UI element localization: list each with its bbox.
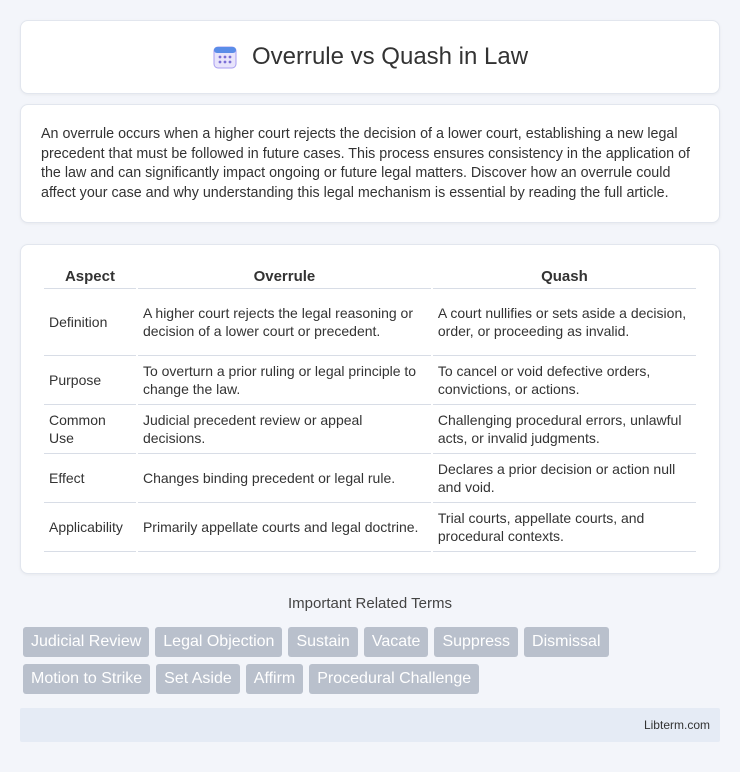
cell-aspect: Common Use <box>44 405 136 454</box>
tag-legal-objection[interactable]: Legal Objection <box>155 627 282 657</box>
table-row <box>44 454 696 503</box>
cell-quash: A court nullifies or sets aside a decision, order, or proceeding as invalid. <box>433 289 696 356</box>
tag-sustain[interactable]: Sustain <box>288 627 357 657</box>
tag-set-aside[interactable]: Set Aside <box>156 664 240 694</box>
header-aspect: Aspect <box>44 265 136 289</box>
table-row <box>44 405 696 454</box>
cell-aspect: Effect <box>44 454 136 503</box>
cell-quash: Declares a prior decision or action null and void. <box>433 454 696 503</box>
tag-judicial-review[interactable]: Judicial Review <box>23 627 149 657</box>
related-terms-tags <box>23 627 723 694</box>
intro-text: An overrule occurs when a higher court rejects the decision of a lower court, establishing a new legal precedent that must be followed in future cases. This process ensures consistency in the application of the law and can significantly impact ongoing or future legal matters. Discover how an overrule could affect your case and why understanding this legal mechanism is essential by reading the full article. <box>41 126 691 201</box>
comparison-card <box>20 244 720 574</box>
table-header-row <box>44 265 696 289</box>
cell-aspect: Definition <box>44 289 136 356</box>
cell-overrule: Judicial precedent review or appeal decisions. <box>138 405 431 454</box>
cell-overrule: To overturn a prior ruling or legal principle to change the law. <box>138 356 431 405</box>
cell-overrule: Changes binding precedent or legal rule. <box>138 454 431 503</box>
cell-aspect: Purpose <box>44 356 136 405</box>
tag-dismissal[interactable]: Dismissal <box>524 627 608 657</box>
cell-overrule: A higher court rejects the legal reasoning or decision of a lower court or precedent. <box>138 289 431 356</box>
cell-aspect: Applicability <box>44 503 136 552</box>
intro-card <box>20 104 720 223</box>
cell-quash: Trial courts, appellate courts, and procedural contexts. <box>433 503 696 552</box>
tag-vacate[interactable]: Vacate <box>364 627 429 657</box>
cell-quash: Challenging procedural errors, unlawful acts, or invalid judgments. <box>433 405 696 454</box>
tag-suppress[interactable]: Suppress <box>434 627 518 657</box>
tag-procedural-challenge[interactable]: Procedural Challenge <box>309 664 479 694</box>
table-row <box>44 503 696 552</box>
table-row <box>44 289 696 356</box>
footer <box>20 708 720 742</box>
table-row <box>44 356 696 405</box>
header-quash: Quash <box>433 265 696 289</box>
tag-affirm[interactable]: Affirm <box>246 664 303 694</box>
tag-motion-to-strike[interactable]: Motion to Strike <box>23 664 150 694</box>
page-title: Overrule vs Quash in Law <box>251 43 529 70</box>
cell-quash: To cancel or void defective orders, convictions, or actions. <box>433 356 696 405</box>
header-card <box>20 20 720 94</box>
footer-site-link[interactable]: Libterm.com <box>643 718 710 732</box>
calendar-grid-icon <box>212 44 238 70</box>
related-terms-title: Important Related Terms <box>288 595 452 612</box>
comparison-table <box>42 265 698 552</box>
header-overrule: Overrule <box>138 265 431 289</box>
cell-overrule: Primarily appellate courts and legal doctrine. <box>138 503 431 552</box>
